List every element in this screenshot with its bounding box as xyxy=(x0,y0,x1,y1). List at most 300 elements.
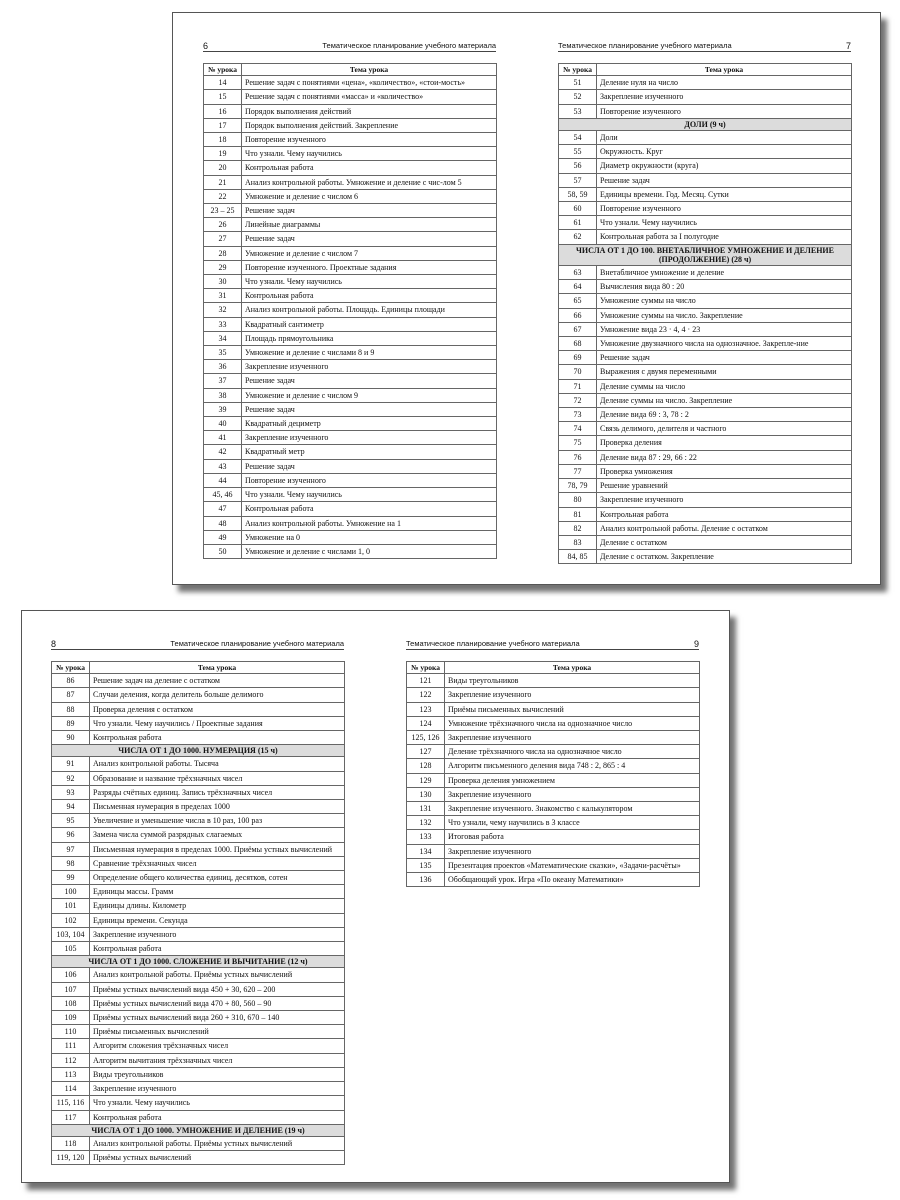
lesson-number: 18 xyxy=(204,133,242,147)
lesson-number: 129 xyxy=(407,773,445,787)
lesson-number: 93 xyxy=(52,785,90,799)
table-row xyxy=(559,104,852,118)
lesson-number: 117 xyxy=(52,1110,90,1124)
lesson-number: 54 xyxy=(559,131,597,145)
table-row xyxy=(204,317,497,331)
table-row xyxy=(204,104,497,118)
lesson-number: 81 xyxy=(559,507,597,521)
section-title: ДОЛИ (9 ч) xyxy=(559,118,852,130)
lesson-topic: Деление суммы на число. Закрепление xyxy=(597,393,852,407)
table-row xyxy=(52,1011,345,1025)
lesson-topic: Единицы времени. Год. Месяц. Сутки xyxy=(597,187,852,201)
lesson-topic: Письменная нумерация в пределах 1000 xyxy=(90,800,345,814)
lesson-topic: Повторение изученного xyxy=(597,104,852,118)
running-title: Тематическое планирование учебного материала xyxy=(406,639,580,648)
lesson-number: 114 xyxy=(52,1082,90,1096)
lesson-topic: Умножение и деление с числами 8 и 9 xyxy=(242,346,497,360)
table-row xyxy=(559,422,852,436)
table-row xyxy=(52,716,345,730)
table-row xyxy=(407,844,700,858)
lesson-topic: Закрепление изученного xyxy=(445,731,700,745)
table-row xyxy=(559,173,852,187)
lesson-topic: Анализ контрольной работы. Умножение на 1 xyxy=(242,516,497,530)
lesson-number: 106 xyxy=(52,968,90,982)
lesson-number: 95 xyxy=(52,814,90,828)
table-row xyxy=(52,702,345,716)
column-header-topic: Тема урока xyxy=(445,662,700,674)
table-row xyxy=(559,393,852,407)
table-row xyxy=(204,260,497,274)
table-row xyxy=(559,145,852,159)
table-header-row xyxy=(559,64,852,76)
lesson-number: 29 xyxy=(204,260,242,274)
lesson-topic: Умножение и деление с числом 9 xyxy=(242,388,497,402)
lesson-topic: Деление суммы на число xyxy=(597,379,852,393)
table-row xyxy=(559,187,852,201)
table-row xyxy=(52,927,345,941)
lesson-number: 88 xyxy=(52,702,90,716)
lesson-topic: Проверка деления с остатком xyxy=(90,702,345,716)
lesson-number: 74 xyxy=(559,422,597,436)
lesson-number: 72 xyxy=(559,393,597,407)
lesson-topic: Умножение суммы на число xyxy=(597,294,852,308)
lesson-number: 92 xyxy=(52,771,90,785)
lesson-number: 70 xyxy=(559,365,597,379)
lesson-table xyxy=(558,63,852,564)
lesson-number: 35 xyxy=(204,346,242,360)
lesson-topic: Контрольная работа xyxy=(90,731,345,745)
lesson-number: 76 xyxy=(559,450,597,464)
lesson-number: 78, 79 xyxy=(559,479,597,493)
lesson-topic: Контрольная работа xyxy=(242,161,497,175)
lesson-number: 34 xyxy=(204,331,242,345)
lesson-topic: Умножение и деление с числами 1, 0 xyxy=(242,544,497,558)
table-row xyxy=(407,716,700,730)
lesson-topic: Деление нуля на число xyxy=(597,76,852,90)
table-row xyxy=(204,76,497,90)
lesson-topic: Повторение изученного. Проектные задания xyxy=(242,260,497,274)
table-row xyxy=(407,802,700,816)
page-number: 7 xyxy=(845,41,851,51)
lesson-number: 113 xyxy=(52,1067,90,1081)
lesson-number: 31 xyxy=(204,289,242,303)
table-row xyxy=(52,1039,345,1053)
lesson-number: 39 xyxy=(204,402,242,416)
lesson-topic: Вычисления вида 80 : 20 xyxy=(597,280,852,294)
lesson-number: 123 xyxy=(407,702,445,716)
lesson-topic: Умножение двузначного числа на однозначное. Закрепле-ние xyxy=(597,337,852,351)
column-header-number: № урока xyxy=(407,662,445,674)
lesson-topic: Замена числа суммой разрядных слагаемых xyxy=(90,828,345,842)
table-row xyxy=(204,374,497,388)
lesson-topic: Анализ контрольной работы. Деление с остатком xyxy=(597,521,852,535)
lesson-number: 125, 126 xyxy=(407,731,445,745)
lesson-number: 17 xyxy=(204,118,242,132)
lesson-number: 111 xyxy=(52,1039,90,1053)
table-row xyxy=(52,913,345,927)
lesson-number: 112 xyxy=(52,1053,90,1067)
lesson-topic: Алгоритм вычитания трёхзначных чисел xyxy=(90,1053,345,1067)
section-title: ЧИСЛА ОТ 1 ДО 1000. СЛОЖЕНИЕ И ВЫЧИТАНИЕ (12 ч) xyxy=(52,956,345,968)
lesson-topic: Контрольная работа xyxy=(90,942,345,956)
lesson-topic: Решение задач с понятиями «цена», «количество», «стои-мость» xyxy=(242,76,497,90)
lesson-topic: Решение задач xyxy=(242,402,497,416)
lesson-number: 15 xyxy=(204,90,242,104)
lesson-topic: Разряды счётных единиц. Запись трёхзначных чисел xyxy=(90,785,345,799)
lesson-number: 82 xyxy=(559,521,597,535)
table-row xyxy=(204,530,497,544)
lesson-topic: Закрепление изученного xyxy=(445,787,700,801)
table-row xyxy=(559,450,852,464)
lesson-number: 71 xyxy=(559,379,597,393)
table-row xyxy=(407,830,700,844)
section-title: ЧИСЛА ОТ 1 ДО 1000. НУМЕРАЦИЯ (15 ч) xyxy=(52,745,345,757)
lesson-topic: Виды треугольников xyxy=(445,674,700,688)
lesson-topic: Диаметр окружности (круга) xyxy=(597,159,852,173)
lesson-topic: Определение общего количества единиц, десятков, сотен xyxy=(90,871,345,885)
lesson-number: 38 xyxy=(204,388,242,402)
lesson-number: 60 xyxy=(559,202,597,216)
lesson-topic: Решение задач xyxy=(242,374,497,388)
lesson-topic: Анализ контрольной работы. Тысяча xyxy=(90,757,345,771)
table-row xyxy=(204,346,497,360)
lesson-number: 89 xyxy=(52,716,90,730)
lesson-number: 42 xyxy=(204,445,242,459)
table-row xyxy=(52,996,345,1010)
table-row xyxy=(204,516,497,530)
lesson-topic: Приёмы устных вычислений вида 260 + 310, 670 – 140 xyxy=(90,1011,345,1025)
table-row xyxy=(559,202,852,216)
table-row xyxy=(204,544,497,558)
lesson-topic: Виды треугольников xyxy=(90,1067,345,1081)
lesson-topic: Что узнали. Чему научились / Проектные задания xyxy=(90,716,345,730)
lesson-number: 30 xyxy=(204,275,242,289)
table-row xyxy=(52,800,345,814)
lesson-number: 118 xyxy=(52,1136,90,1150)
lesson-topic: Умножение трёхзначного числа на однозначное число xyxy=(445,716,700,730)
table-row xyxy=(407,702,700,716)
table-row xyxy=(52,674,345,688)
lesson-number: 40 xyxy=(204,417,242,431)
page-number: 6 xyxy=(203,41,209,51)
lesson-number: 128 xyxy=(407,759,445,773)
table-row xyxy=(52,1110,345,1124)
lesson-number: 51 xyxy=(559,76,597,90)
table-row xyxy=(52,688,345,702)
table-row xyxy=(204,445,497,459)
lesson-number: 64 xyxy=(559,280,597,294)
table-row xyxy=(559,294,852,308)
lesson-number: 62 xyxy=(559,230,597,244)
lesson-number: 16 xyxy=(204,104,242,118)
table-row xyxy=(559,479,852,493)
running-title: Тематическое планирование учебного материала xyxy=(558,41,732,50)
lesson-topic: Контрольная работа xyxy=(90,1110,345,1124)
table-row xyxy=(52,968,345,982)
lesson-topic: Что узнали. Чему научились xyxy=(597,216,852,230)
lesson-topic: Внетабличное умножение и деление xyxy=(597,266,852,280)
lesson-topic: Контрольная работа за I полугодие xyxy=(597,230,852,244)
lesson-number: 21 xyxy=(204,175,242,189)
lesson-number: 135 xyxy=(407,858,445,872)
lesson-topic: Увеличение и уменьшение числа в 10 раз, 100 раз xyxy=(90,814,345,828)
column-header-topic: Тема урока xyxy=(242,64,497,76)
table-row xyxy=(559,507,852,521)
lesson-number: 66 xyxy=(559,308,597,322)
column-header-number: № урока xyxy=(559,64,597,76)
section-row xyxy=(559,118,852,130)
lesson-topic: Закрепление изученного xyxy=(242,431,497,445)
table-row xyxy=(559,550,852,564)
lesson-topic: Решение задач xyxy=(242,232,497,246)
lesson-topic: Закрепление изученного xyxy=(445,844,700,858)
lesson-topic: Линейные диаграммы xyxy=(242,218,497,232)
lesson-topic: Выражения с двумя переменными xyxy=(597,365,852,379)
lesson-topic: Контрольная работа xyxy=(597,507,852,521)
table-header-row xyxy=(407,662,700,674)
lesson-number: 94 xyxy=(52,800,90,814)
table-row xyxy=(52,842,345,856)
table-row xyxy=(52,731,345,745)
page-header xyxy=(51,639,344,650)
lesson-topic: Закрепление изученного xyxy=(90,927,345,941)
lesson-topic: Умножение суммы на число. Закрепление xyxy=(597,308,852,322)
table-row xyxy=(52,814,345,828)
table-row xyxy=(52,942,345,956)
lesson-topic: Алгоритм сложения трёхзначных чисел xyxy=(90,1039,345,1053)
lesson-number: 115, 116 xyxy=(52,1096,90,1110)
table-row xyxy=(204,331,497,345)
lesson-number: 96 xyxy=(52,828,90,842)
lesson-topic: Проверка деления умножением xyxy=(445,773,700,787)
lesson-topic: Деление вида 87 : 29, 66 : 22 xyxy=(597,450,852,464)
table-row xyxy=(407,787,700,801)
page-header xyxy=(406,639,699,650)
section-title: ЧИСЛА ОТ 1 ДО 100. ВНЕТАБЛИЧНОЕ УМНОЖЕНИЕ И ДЕЛЕНИЕ (ПРОДОЛЖЕНИЕ) (28 ч) xyxy=(559,244,852,265)
lesson-topic: Презентация проектов «Математические сказки», «Задачи-расчёты» xyxy=(445,858,700,872)
lesson-number: 86 xyxy=(52,674,90,688)
table-row xyxy=(204,175,497,189)
lesson-topic: Закрепление изученного. Знакомство с калькулятором xyxy=(445,802,700,816)
lesson-topic: Что узнали. Чему научились xyxy=(242,488,497,502)
lesson-number: 20 xyxy=(204,161,242,175)
table-row xyxy=(407,745,700,759)
table-row xyxy=(204,189,497,203)
lesson-topic: Связь делимого, делителя и частного xyxy=(597,422,852,436)
table-row xyxy=(559,379,852,393)
lesson-number: 119, 120 xyxy=(52,1151,90,1165)
lesson-number: 26 xyxy=(204,218,242,232)
table-row xyxy=(559,351,852,365)
page-header xyxy=(558,41,851,52)
lesson-topic: Анализ контрольной работы. Умножение и деление с чис-лом 5 xyxy=(242,175,497,189)
page-number: 8 xyxy=(51,639,57,649)
table-row xyxy=(559,493,852,507)
lesson-topic: Проверка умножения xyxy=(597,464,852,478)
table-row xyxy=(204,459,497,473)
lesson-number: 134 xyxy=(407,844,445,858)
section-row xyxy=(559,244,852,265)
table-row xyxy=(52,785,345,799)
lesson-number: 28 xyxy=(204,246,242,260)
lesson-topic: Окружность. Круг xyxy=(597,145,852,159)
running-title: Тематическое планирование учебного материала xyxy=(170,639,344,648)
lesson-number: 110 xyxy=(52,1025,90,1039)
lesson-topic: Единицы массы. Грамм xyxy=(90,885,345,899)
lesson-topic: Площадь прямоугольника xyxy=(242,331,497,345)
column-header-topic: Тема урока xyxy=(597,64,852,76)
lesson-topic: Приёмы письменных вычислений xyxy=(90,1025,345,1039)
lesson-number: 101 xyxy=(52,899,90,913)
lesson-topic: Квадратный сантиметр xyxy=(242,317,497,331)
table-row xyxy=(52,899,345,913)
lesson-topic: Порядок выполнения действий. Закрепление xyxy=(242,118,497,132)
column-header-number: № урока xyxy=(52,662,90,674)
table-row xyxy=(407,688,700,702)
lesson-table xyxy=(406,661,700,887)
lesson-number: 43 xyxy=(204,459,242,473)
table-row xyxy=(559,266,852,280)
lesson-number: 58, 59 xyxy=(559,187,597,201)
table-row xyxy=(52,1136,345,1150)
table-row xyxy=(204,90,497,104)
lesson-number: 23 – 25 xyxy=(204,204,242,218)
table-row xyxy=(407,674,700,688)
lesson-number: 22 xyxy=(204,189,242,203)
lesson-number: 47 xyxy=(204,502,242,516)
lesson-topic: Решение задач xyxy=(242,459,497,473)
lesson-number: 41 xyxy=(204,431,242,445)
lesson-topic: Умножение и деление с числом 6 xyxy=(242,189,497,203)
lesson-topic: Что узнали, чему научились в 3 классе xyxy=(445,816,700,830)
running-title: Тематическое планирование учебного материала xyxy=(322,41,496,50)
table-row xyxy=(52,871,345,885)
lesson-number: 100 xyxy=(52,885,90,899)
lesson-number: 127 xyxy=(407,745,445,759)
lesson-number: 80 xyxy=(559,493,597,507)
lesson-topic: Приёмы устных вычислений вида 470 + 80, 560 – 90 xyxy=(90,996,345,1010)
lesson-topic: Что узнали. Чему научились xyxy=(90,1096,345,1110)
lesson-number: 133 xyxy=(407,830,445,844)
table-row xyxy=(204,402,497,416)
lesson-topic: Умножение и деление с числом 7 xyxy=(242,246,497,260)
lesson-number: 48 xyxy=(204,516,242,530)
table-row xyxy=(204,147,497,161)
lesson-topic: Решение задач xyxy=(242,204,497,218)
table-row xyxy=(52,1151,345,1165)
lesson-number: 14 xyxy=(204,76,242,90)
table-row xyxy=(52,1082,345,1096)
table-row xyxy=(559,535,852,549)
table-row xyxy=(204,218,497,232)
lesson-topic: Письменная нумерация в пределах 1000. Приёмы устных вычислений xyxy=(90,842,345,856)
lesson-topic: Закрепление изученного xyxy=(242,360,497,374)
table-row xyxy=(559,436,852,450)
lesson-topic: Закрепление изученного xyxy=(445,688,700,702)
table-row xyxy=(204,289,497,303)
table-row xyxy=(559,464,852,478)
lesson-topic: Решение задач xyxy=(597,173,852,187)
table-row xyxy=(559,131,852,145)
lesson-number: 77 xyxy=(559,464,597,478)
table-row xyxy=(204,133,497,147)
lesson-number: 52 xyxy=(559,90,597,104)
lesson-number: 44 xyxy=(204,473,242,487)
lesson-topic: Образование и название трёхзначных чисел xyxy=(90,771,345,785)
lesson-number: 57 xyxy=(559,173,597,187)
lesson-number: 32 xyxy=(204,303,242,317)
lesson-number: 87 xyxy=(52,688,90,702)
lesson-number: 63 xyxy=(559,266,597,280)
lesson-number: 68 xyxy=(559,337,597,351)
lesson-number: 97 xyxy=(52,842,90,856)
table-row xyxy=(204,473,497,487)
lesson-number: 53 xyxy=(559,104,597,118)
lesson-topic: Умножение вида 23 · 4, 4 · 23 xyxy=(597,322,852,336)
table-row xyxy=(52,982,345,996)
lesson-number: 67 xyxy=(559,322,597,336)
lesson-table xyxy=(203,63,497,559)
lesson-topic: Квадратный дециметр xyxy=(242,417,497,431)
table-row xyxy=(204,232,497,246)
column-header-topic: Тема урока xyxy=(90,662,345,674)
lesson-number: 122 xyxy=(407,688,445,702)
table-row xyxy=(52,1067,345,1081)
lesson-number: 98 xyxy=(52,856,90,870)
table-row xyxy=(52,771,345,785)
table-row xyxy=(204,303,497,317)
table-row xyxy=(559,230,852,244)
column-header-number: № урока xyxy=(204,64,242,76)
table-row xyxy=(559,280,852,294)
table-row xyxy=(407,816,700,830)
table-row xyxy=(204,360,497,374)
lesson-number: 90 xyxy=(52,731,90,745)
table-row xyxy=(559,521,852,535)
lesson-topic: Закрепление изученного xyxy=(597,90,852,104)
page-header xyxy=(203,41,496,52)
table-row xyxy=(559,216,852,230)
lesson-topic: Сравнение трёхзначных чисел xyxy=(90,856,345,870)
lesson-topic: Что узнали. Чему научились xyxy=(242,275,497,289)
table-row xyxy=(204,246,497,260)
lesson-number: 91 xyxy=(52,757,90,771)
section-title: ЧИСЛА ОТ 1 ДО 1000. УМНОЖЕНИЕ И ДЕЛЕНИЕ (19 ч) xyxy=(52,1124,345,1136)
lesson-topic: Закрепление изученного xyxy=(597,493,852,507)
table-row xyxy=(407,759,700,773)
page-number: 9 xyxy=(693,639,699,649)
table-row xyxy=(559,337,852,351)
lesson-topic: Проверка деления xyxy=(597,436,852,450)
lesson-number: 83 xyxy=(559,535,597,549)
lesson-number: 131 xyxy=(407,802,445,816)
table-row xyxy=(204,161,497,175)
table-header-row xyxy=(52,662,345,674)
lesson-table xyxy=(51,661,345,1165)
lesson-topic: Контрольная работа xyxy=(242,502,497,516)
lesson-number: 37 xyxy=(204,374,242,388)
table-row xyxy=(559,322,852,336)
lesson-number: 121 xyxy=(407,674,445,688)
lesson-number: 33 xyxy=(204,317,242,331)
lesson-number: 73 xyxy=(559,408,597,422)
table-row xyxy=(559,76,852,90)
table-row xyxy=(52,828,345,842)
lesson-topic: Итоговая работа xyxy=(445,830,700,844)
table-row xyxy=(559,365,852,379)
lesson-topic: Умножение на 0 xyxy=(242,530,497,544)
lesson-topic: Решение уравнений xyxy=(597,479,852,493)
